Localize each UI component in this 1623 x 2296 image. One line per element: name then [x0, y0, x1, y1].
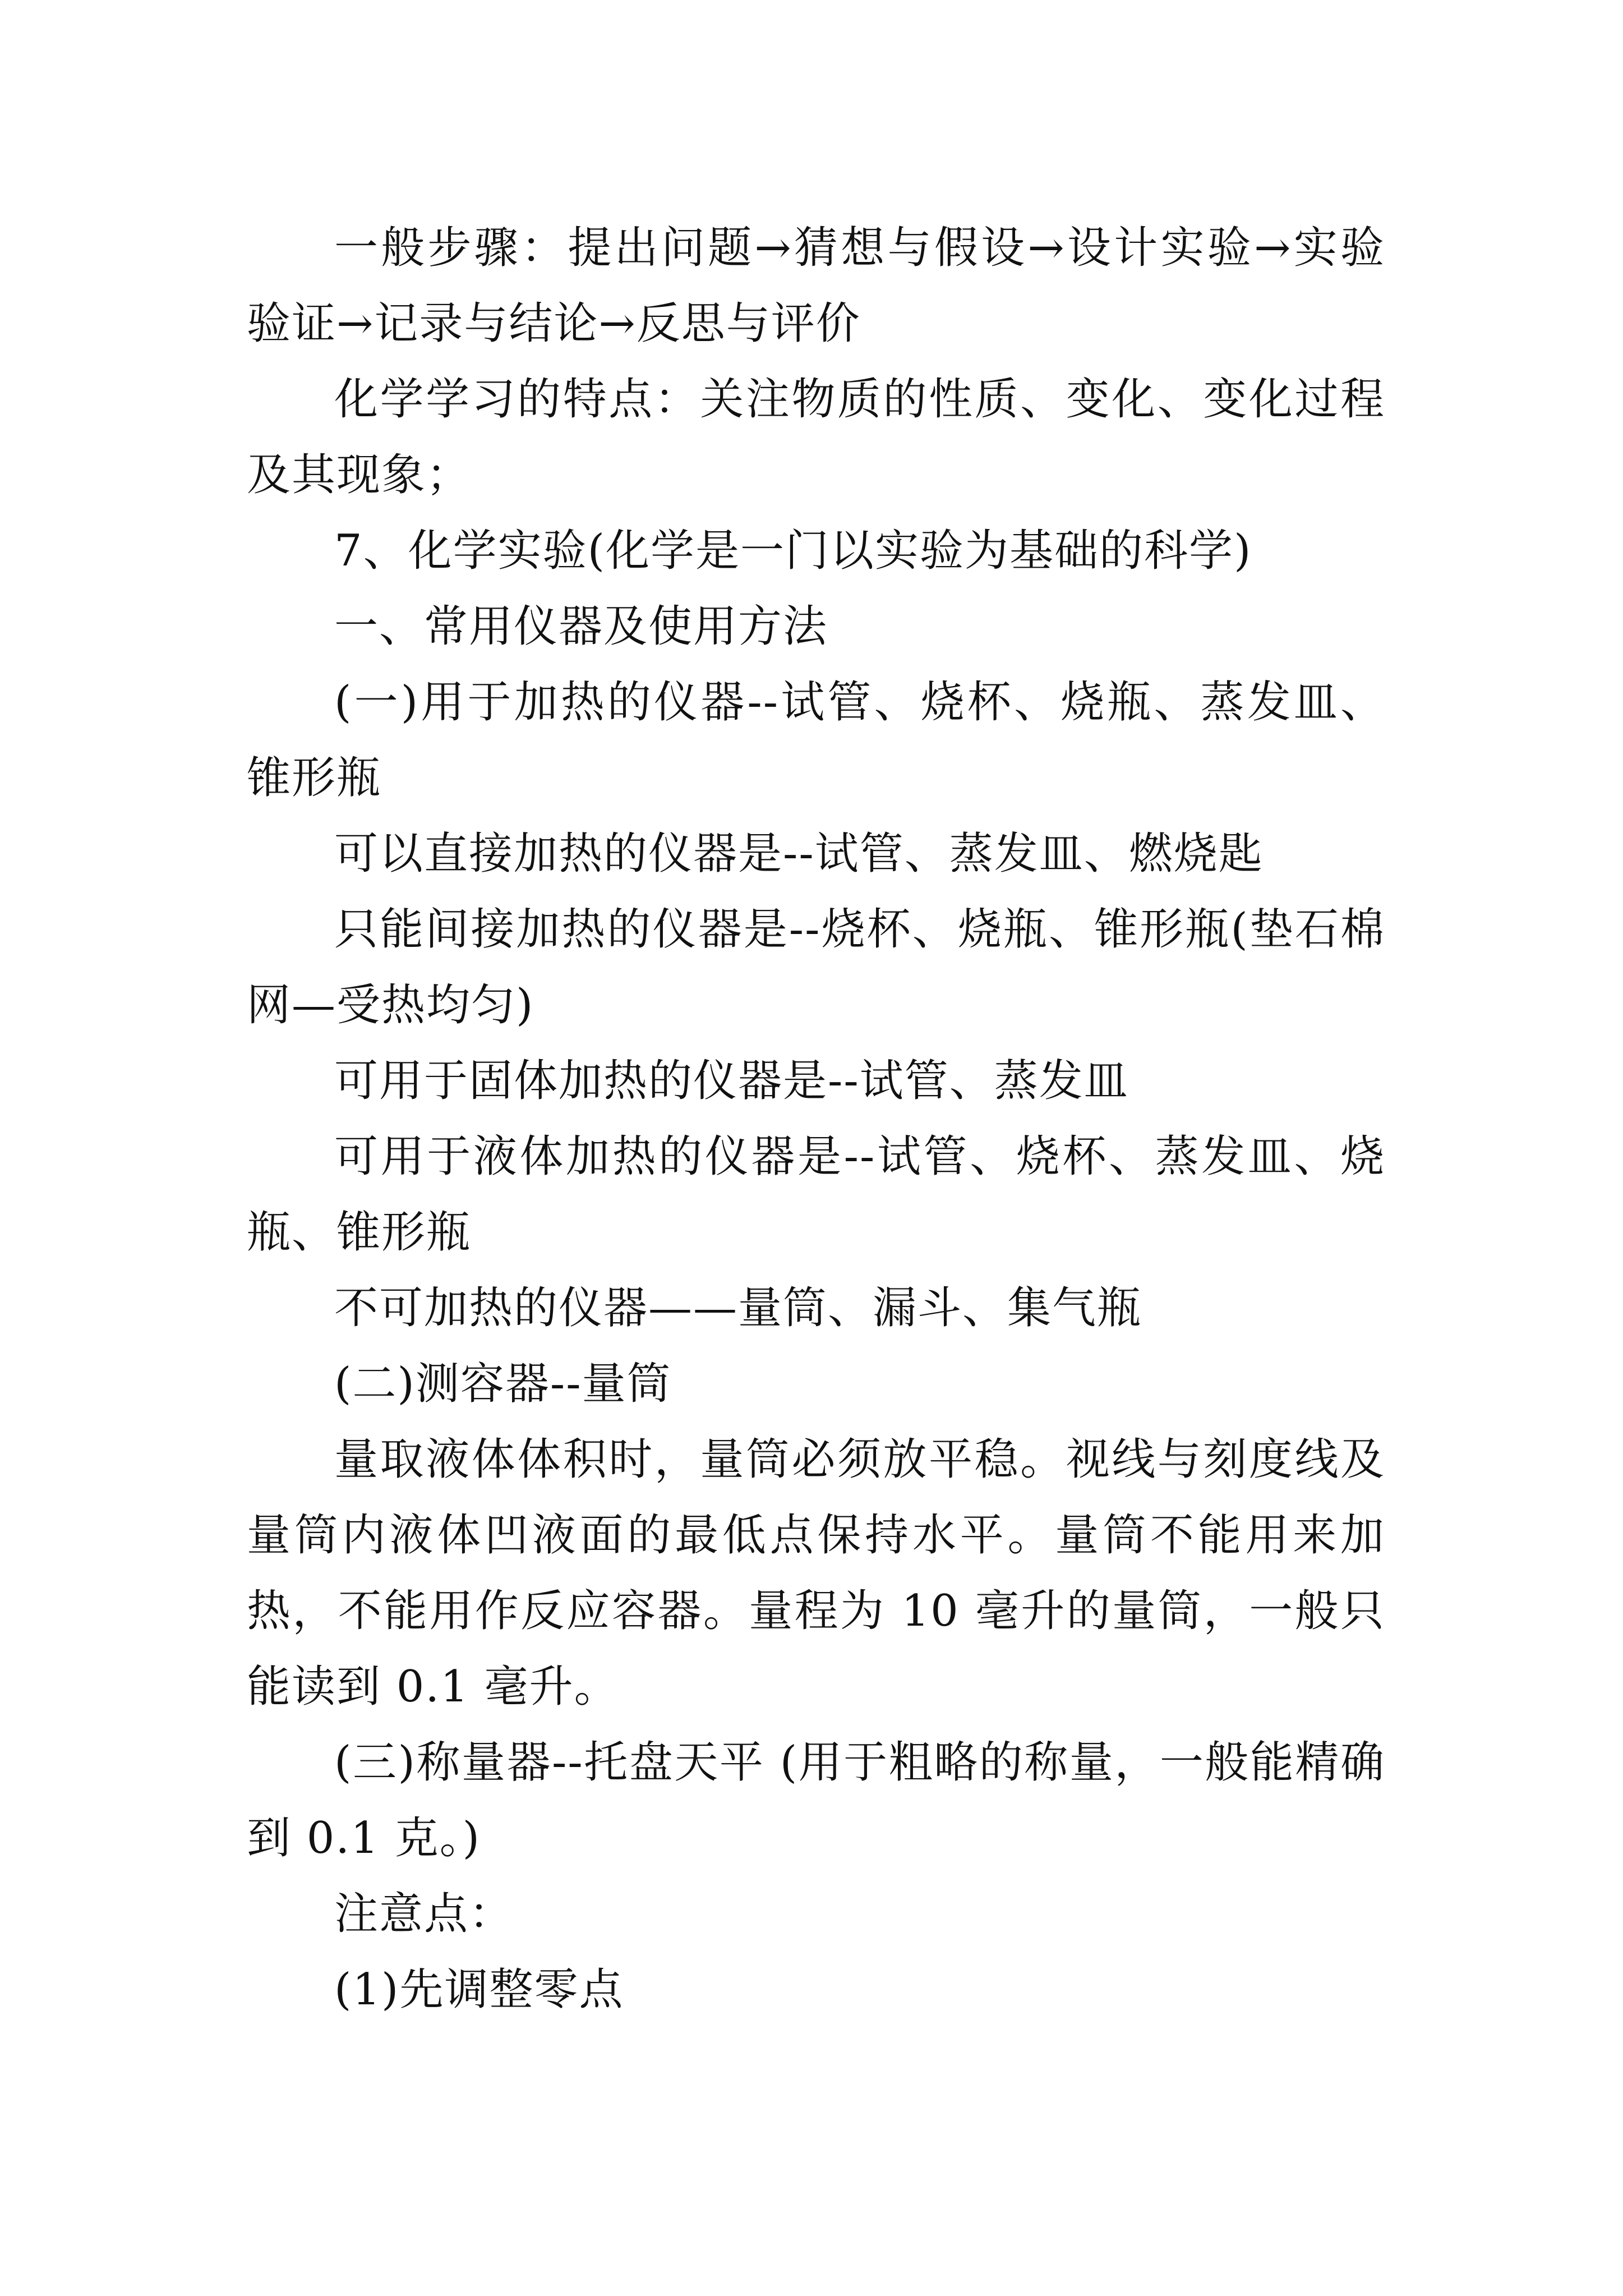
paragraph-indirect-heating: 只能间接加热的仪器是--烧杯、烧瓶、锥形瓶(垫石棉网—受热均匀) [247, 904, 1385, 1030]
paragraph-notes-label: 注意点： [334, 1889, 514, 1939]
subheading-heating-instruments: (一)用于加热的仪器--试管、烧杯、烧瓶、蒸发皿、锥形瓶 [247, 677, 1385, 803]
subheading-measuring-cylinder: (二)测容器--量筒 [334, 1359, 672, 1409]
paragraph-solid-heating: 可用于固体加热的仪器是--试管、蒸发皿 [334, 1056, 1129, 1106]
document-body [247, 210, 1385, 2028]
paragraph-non-heatable: 不可加热的仪器——量筒、漏斗、集气瓶 [334, 1283, 1142, 1333]
paragraph-measuring-cylinder-usage: 量取液体体积时，量筒必须放平稳。视线与刻度线及量筒内液体凹液面的最低点保持水平。量筒不能用来加热，不能用作反应容器。量程为 10 毫升的量筒，一般只能读到 0.1 毫升。 [247, 1434, 1385, 1712]
paragraph-note-1: (1)先调整零点 [334, 1964, 624, 2015]
paragraph-direct-heating: 可以直接加热的仪器是--试管、蒸发皿、燃烧匙 [334, 829, 1264, 879]
section-heading-chemistry-experiment: 7、化学实验(化学是一门以实验为基础的科学) [334, 526, 1252, 576]
subheading-balance: (三)称量器--托盘天平 (用于粗略的称量，一般能精确到 0.1 克。) [247, 1737, 1385, 1864]
paragraph-learning-features: 化学学习的特点：关注物质的性质、变化、变化过程及其现象； [247, 374, 1385, 500]
paragraph-general-steps: 一般步骤：提出问题→猜想与假设→设计实验→实验验证→记录与结论→反思与评价 [247, 223, 1385, 349]
paragraph-liquid-heating: 可用于液体加热的仪器是--试管、烧杯、蒸发皿、烧瓶、锥形瓶 [247, 1131, 1385, 1258]
section-heading-common-instruments: 一、常用仪器及使用方法 [334, 601, 828, 652]
